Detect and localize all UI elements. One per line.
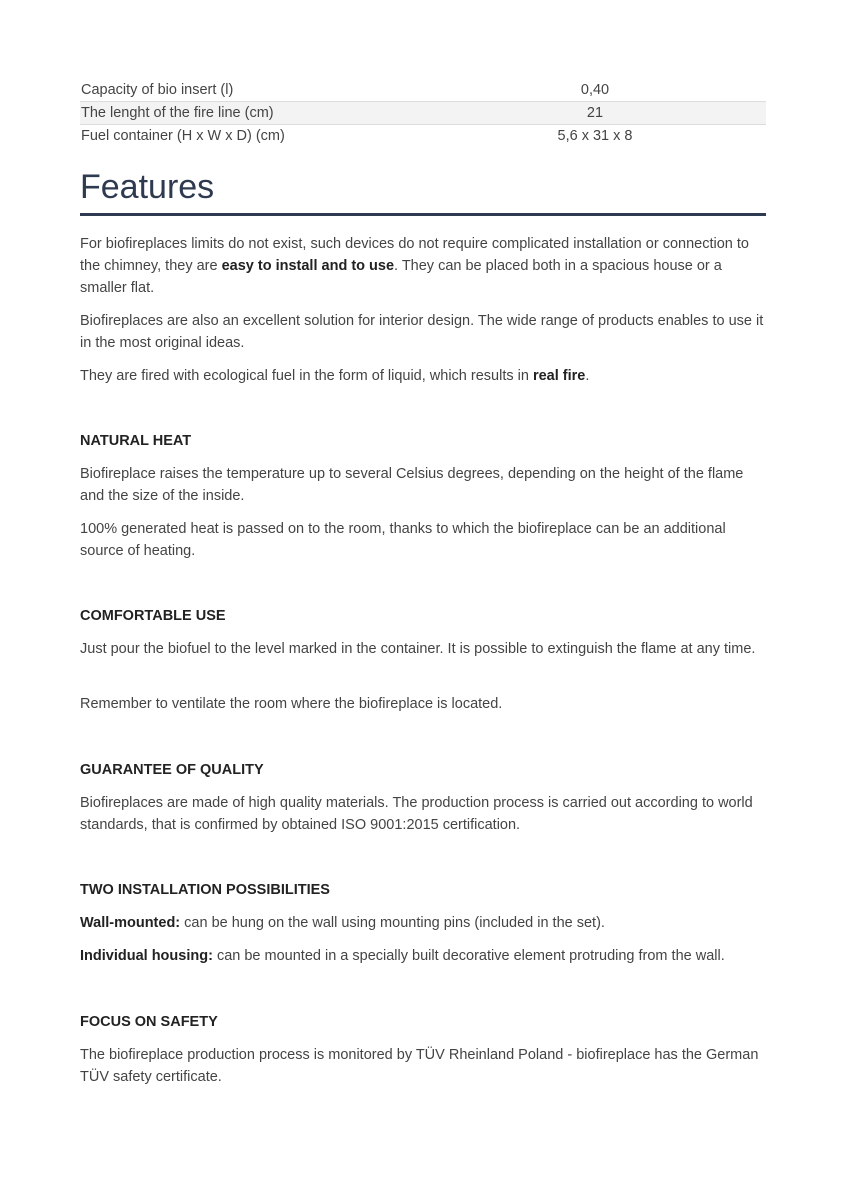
comfortable-use-heading: COMFORTABLE USE	[80, 608, 226, 624]
spec-row	[80, 79, 766, 101]
comfortable-use-paragraph-1: Just pour the biofuel to the level marked in the container. It is possible to extinguish the flame at any time.	[80, 641, 756, 657]
natural-heat-heading: NATURAL HEAT	[80, 433, 192, 449]
intro-paragraph-1: For biofireplaces limits do not exist, such devices do not require complicated installation or connection to the chimney, they are easy to install and to use. They can be placed both in a spacious house or a smaller flat.	[80, 236, 749, 296]
intro-paragraph-2: Biofireplaces are also an excellent solution for interior design. The wide range of products enables to use it in the most original ideas.	[80, 313, 764, 351]
spec-value: 0,40	[580, 82, 610, 98]
safety-paragraph: The biofireplace production process is monitored by TÜV Rheinland Poland - biofireplace has the German TÜV safety certificate.	[80, 1047, 759, 1085]
installation-heading: TWO INSTALLATION POSSIBILITIES	[80, 882, 330, 898]
spec-label: Capacity of bio insert (l)	[81, 82, 234, 98]
title-underline	[80, 213, 766, 216]
installation-paragraph-2: Individual housing: can be mounted in a specially built decorative element protruding from the wall.	[80, 948, 725, 964]
spec-label: The lenght of the fire line (cm)	[81, 105, 274, 121]
natural-heat-paragraph-2: 100% generated heat is passed on to the room, thanks to which the biofireplace can be an additional source of heating.	[80, 521, 726, 559]
installation-paragraph-1: Wall-mounted: can be hung on the wall using mounting pins (included in the set).	[80, 915, 605, 931]
features-title: Features	[80, 168, 215, 206]
spec-value: 21	[586, 105, 604, 121]
intro-paragraph-3: They are fired with ecological fuel in the form of liquid, which results in real fire.	[80, 368, 590, 384]
safety-heading: FOCUS ON SAFETY	[80, 1014, 218, 1030]
spec-row	[80, 125, 766, 147]
spec-label: Fuel container (H x W x D) (cm)	[81, 128, 285, 144]
spec-table	[80, 79, 766, 147]
comfortable-use-paragraph-2: Remember to ventilate the room where the biofireplace is located.	[80, 696, 503, 712]
guarantee-paragraph: Biofireplaces are made of high quality materials. The production process is carried out according to world standards, that is confirmed by obtained ISO 9001:2015 certification.	[80, 795, 753, 833]
spec-value: 5,6 x 31 x 8	[557, 128, 633, 144]
spec-row	[80, 101, 766, 125]
natural-heat-paragraph-1: Biofireplace raises the temperature up to several Celsius degrees, depending on the height of the flame and the size of the inside.	[80, 466, 744, 504]
guarantee-heading: GUARANTEE OF QUALITY	[80, 762, 264, 778]
